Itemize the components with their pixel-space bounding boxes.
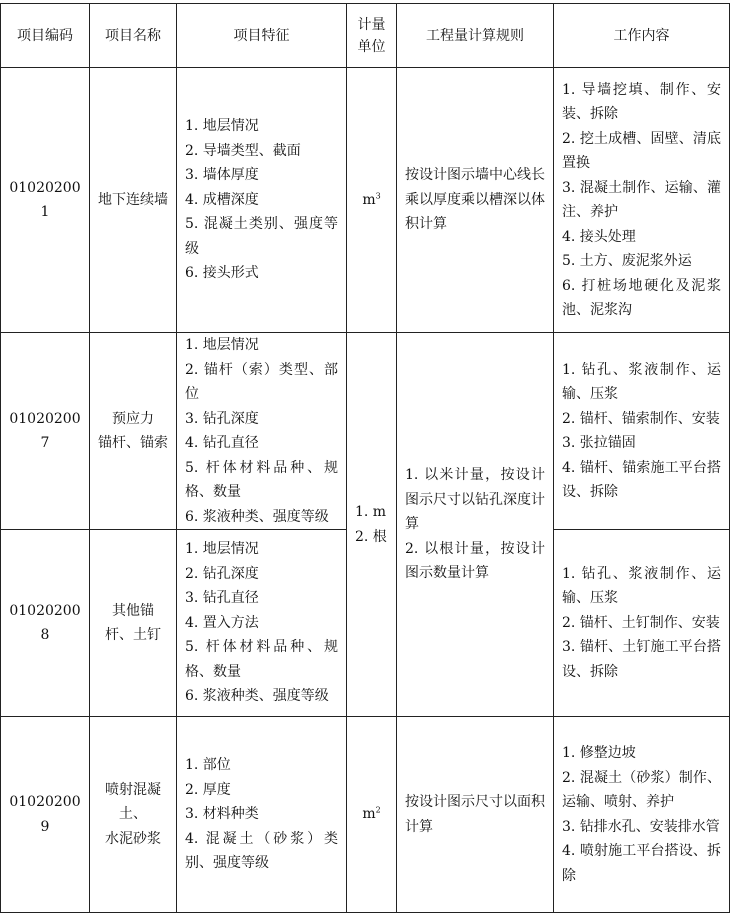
feature-line: 1. 地层情况 [185, 118, 259, 135]
feature-line: 1. 部位 [185, 757, 231, 774]
item-name [90, 530, 177, 717]
feature-line: 2. 导墙类型、截面 [185, 142, 301, 159]
item-features [177, 68, 347, 333]
item-name: 地下连续墙 [90, 68, 177, 333]
header-unit [347, 4, 397, 68]
table-row [1, 717, 730, 913]
item-work [554, 68, 730, 333]
item-code: 010202008 [1, 530, 90, 717]
item-features [177, 333, 347, 530]
work-line: 2. 锚杆、土钉制作、安装 [562, 614, 720, 631]
work-line: 1. 导墙挖填、制作、安装、拆除 [562, 81, 721, 122]
item-name-line: 喷射混凝土、 [105, 781, 161, 823]
unit-option: 2. 根 [355, 528, 387, 545]
unit-exponent: 2 [375, 805, 381, 815]
feature-line: 1. 地层情况 [185, 541, 259, 558]
item-unit [347, 68, 397, 333]
table-row [1, 333, 730, 530]
item-code: 010202009 [1, 717, 90, 913]
feature-line: 6. 接头形式 [185, 265, 259, 282]
feature-line: 5. 杆体材料品种、规格、数量 [185, 639, 338, 680]
item-name-line: 其他锚 [112, 602, 154, 619]
work-line: 1. 修整边坡 [562, 745, 636, 761]
work-line: 2. 锚杆、锚索制作、安装 [562, 410, 720, 427]
feature-line: 1. 地层情况 [185, 337, 259, 353]
rule-line: 1. 以米计量，按设计图示尺寸以钻孔深度计算 [405, 467, 545, 533]
work-line: 3. 混凝土制作、运输、灌注、养护 [562, 179, 721, 220]
work-line: 6. 打桩场地硬化及泥浆池、泥浆沟 [562, 277, 721, 318]
feature-line: 5. 杆体材料品种、规格、数量 [185, 459, 338, 500]
work-line: 4. 接头处理 [562, 228, 636, 245]
rule-line: 2. 以根计量，按设计图示数量计算 [405, 540, 545, 582]
header-unit-line2: 单位 [357, 38, 386, 55]
feature-line: 2. 钻孔深度 [185, 565, 259, 582]
work-line: 3. 张拉锚固 [562, 435, 636, 451]
header-features: 项目特征 [177, 4, 347, 68]
item-code: 010202001 [1, 68, 90, 333]
item-work [554, 530, 730, 717]
work-line: 3. 钻排水孔、安装排水管 [562, 818, 720, 835]
work-line: 3. 锚杆、土钉施工平台搭设、拆除 [562, 639, 721, 680]
unit-exponent: 3 [375, 191, 381, 201]
item-name-line: 锚杆、锚索 [98, 435, 168, 451]
table-row [1, 68, 730, 333]
feature-line: 2. 锚杆（索）类型、部位 [185, 361, 338, 402]
item-features [177, 530, 347, 717]
feature-line: 4. 成槽深度 [185, 191, 259, 208]
item-features [177, 717, 347, 913]
feature-line: 3. 材料种类 [185, 806, 259, 823]
header-rule: 工程量计算规则 [397, 4, 554, 68]
item-name-line: 杆、土钉 [105, 627, 161, 643]
item-code: 010202007 [1, 333, 90, 530]
header-name: 项目名称 [90, 4, 177, 68]
work-line: 4. 喷射施工平台搭设、拆除 [562, 843, 721, 884]
feature-line: 4. 钻孔直径 [185, 435, 259, 451]
feature-line: 6. 浆液种类、强度等级 [185, 688, 329, 705]
item-rule: 按设计图示尺寸以面积计算 [397, 717, 554, 913]
header-row [1, 4, 730, 68]
work-line: 2. 混凝土（砂浆）制作、运输、喷射、养护 [562, 769, 721, 810]
feature-line: 3. 墙体厚度 [185, 167, 259, 184]
feature-line: 6. 浆液种类、强度等级 [185, 508, 329, 525]
shared-unit [347, 333, 397, 717]
item-name-line: 水泥砂浆 [105, 830, 161, 847]
item-work [554, 717, 730, 913]
item-unit [347, 717, 397, 913]
feature-line: 5. 混凝土类别、强度等级 [185, 216, 338, 257]
work-line: 5. 土方、废泥浆外运 [562, 253, 692, 269]
feature-line: 3. 钻孔直径 [185, 590, 259, 607]
work-line: 2. 挖土成槽、固壁、清底置换 [562, 130, 721, 171]
feature-line: 2. 厚度 [185, 781, 231, 798]
feature-line: 4. 混凝土（砂浆）类别、强度等级 [185, 830, 338, 872]
work-line: 4. 锚杆、锚索施工平台搭设、拆除 [562, 459, 721, 500]
unit-option: 1. m [355, 504, 387, 520]
header-code: 项目编码 [1, 4, 90, 68]
header-unit-line1: 计量 [357, 16, 386, 33]
item-name-line: 预应力 [112, 410, 154, 427]
unit-base: m [362, 806, 376, 823]
work-line: 1. 钻孔、浆液制作、运输、压浆 [562, 565, 721, 607]
unit-base: m [362, 191, 376, 208]
work-line: 1. 钻孔、浆液制作、运输、压浆 [562, 361, 721, 402]
shared-rule [397, 333, 554, 717]
specification-table [0, 3, 730, 913]
item-name [90, 333, 177, 530]
feature-line: 3. 钻孔深度 [185, 410, 259, 427]
item-name [90, 717, 177, 913]
header-work: 工作内容 [554, 4, 730, 68]
item-work [554, 333, 730, 530]
item-rule: 按设计图示墙中心线长乘以厚度乘以槽深以体积计算 [397, 68, 554, 333]
feature-line: 4. 置入方法 [185, 614, 259, 631]
